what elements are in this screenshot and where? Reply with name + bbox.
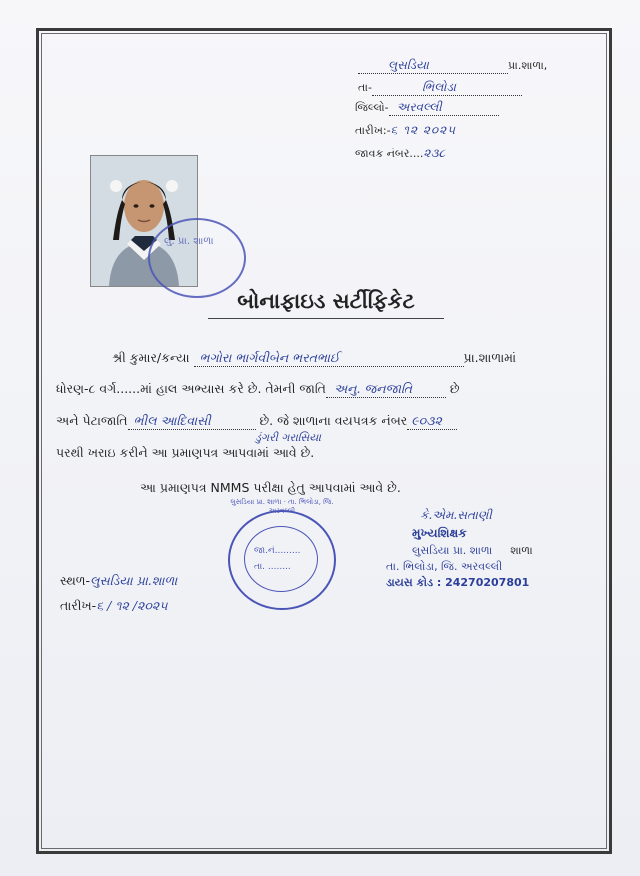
place-value: લુસડિયા પ્રા.શાળા (90, 573, 178, 588)
header-date-label: તારીખ:- (355, 124, 391, 137)
header-date-line (355, 123, 456, 138)
header-district-label: જિલ્લો- (355, 101, 389, 114)
body-line-3 (56, 413, 457, 430)
body-l2-suffix: છે (449, 381, 460, 396)
student-caste: અનુ. જનજાતિ (333, 381, 413, 396)
stamp-ring-text: લુસડિયા પ્રા. શાળા · તા. ભિલોડા, જિ. અરવલ્લી (230, 498, 334, 515)
header-outward-value: ૨૩૮ (423, 146, 446, 160)
issue-date-line (60, 598, 167, 614)
place-line (60, 573, 177, 589)
register-number: ૯૦૩૨ (411, 413, 442, 428)
photo-stamp-text: લુ. પ્રા. શાળા (164, 236, 214, 247)
issue-date-value: ૬ / ૧૨ /૨૦૨૫ (96, 598, 168, 613)
dise-code: ડાયસ કોડ : 24270207801 (386, 576, 530, 589)
body-line-4: પરથી ખરાઇ કરીને આ પ્રમાણપત્ર આપવામાં આવે છે. (56, 445, 315, 460)
signature-handwriting: કે.એમ.સતાણી (420, 508, 492, 522)
school-stamp-inner-ring (244, 526, 318, 592)
header-taluka-line (358, 80, 522, 96)
header-district-value: અરવલ્લી (396, 100, 442, 114)
subcaste-correction: ડુંગરી ગરાસિયા (255, 431, 321, 444)
signature-school-suffix: શાળા (510, 544, 533, 557)
body-line-5: આ પ્રમાણપત્ર NMMS પરીક્ષા હેતુ આપવામાં આવે છે. (140, 480, 401, 495)
photo-stamp (148, 218, 246, 298)
student-subcaste: ભીલ આદિવાસી (133, 413, 211, 428)
body-l3-middle: છે. જે શાળાના વયપત્રક નંબર (259, 413, 408, 428)
certificate-title: બોનાફાઇડ સર્ટીફિકેટ (208, 289, 444, 319)
place-label: સ્થળ- (60, 573, 91, 588)
header-outward-line (355, 146, 445, 161)
school-stamp (228, 498, 336, 610)
header-date-value: ૬ ૧૨ ૨૦૨૫ (390, 123, 457, 137)
body-l1-prefix: શ્રી કુમાર/કન્યા (112, 350, 190, 365)
issue-date-label: તારીખ- (60, 598, 97, 613)
body-line-2 (56, 381, 460, 398)
stamp-inner-line-1: જા.નં......... (254, 546, 301, 556)
header-taluka-value: ભિલોડા (421, 80, 456, 94)
principal-signature (420, 508, 492, 523)
stamp-inner-line-2: તા. ........ (254, 562, 291, 572)
header-school-name: લુસડિયા (388, 58, 429, 72)
body-l3-prefix: અને પેટાજાતિ (56, 413, 128, 428)
header-school-suffix: પ્રા.શાળા, (508, 59, 548, 72)
header-outward-label: જાવક નંબર.... (355, 147, 424, 160)
signature-school (412, 544, 533, 558)
signature-role: મુખ્યશિક્ષક (412, 526, 467, 540)
body-l2-prefix: ધોરણ-૮ વર્ગ......માં હાલ અભ્યાસ કરે છે. તેમની જાતિ (56, 381, 326, 396)
header-school-line (358, 58, 547, 74)
header-taluka-label: તા- (358, 81, 372, 94)
student-name: ભગોરા ભાર્ગવીબેન ભરતભાઈ (199, 350, 340, 365)
signature-school-name: લુસડિયા પ્રા. શાળા (412, 544, 493, 557)
body-l1-suffix: પ્રા.શાળામાં (463, 350, 517, 365)
signature-location: તા. ભિલોડા, જિ. અરવલ્લી (386, 560, 503, 573)
body-line-1 (112, 350, 516, 367)
header-district-line (355, 100, 499, 116)
